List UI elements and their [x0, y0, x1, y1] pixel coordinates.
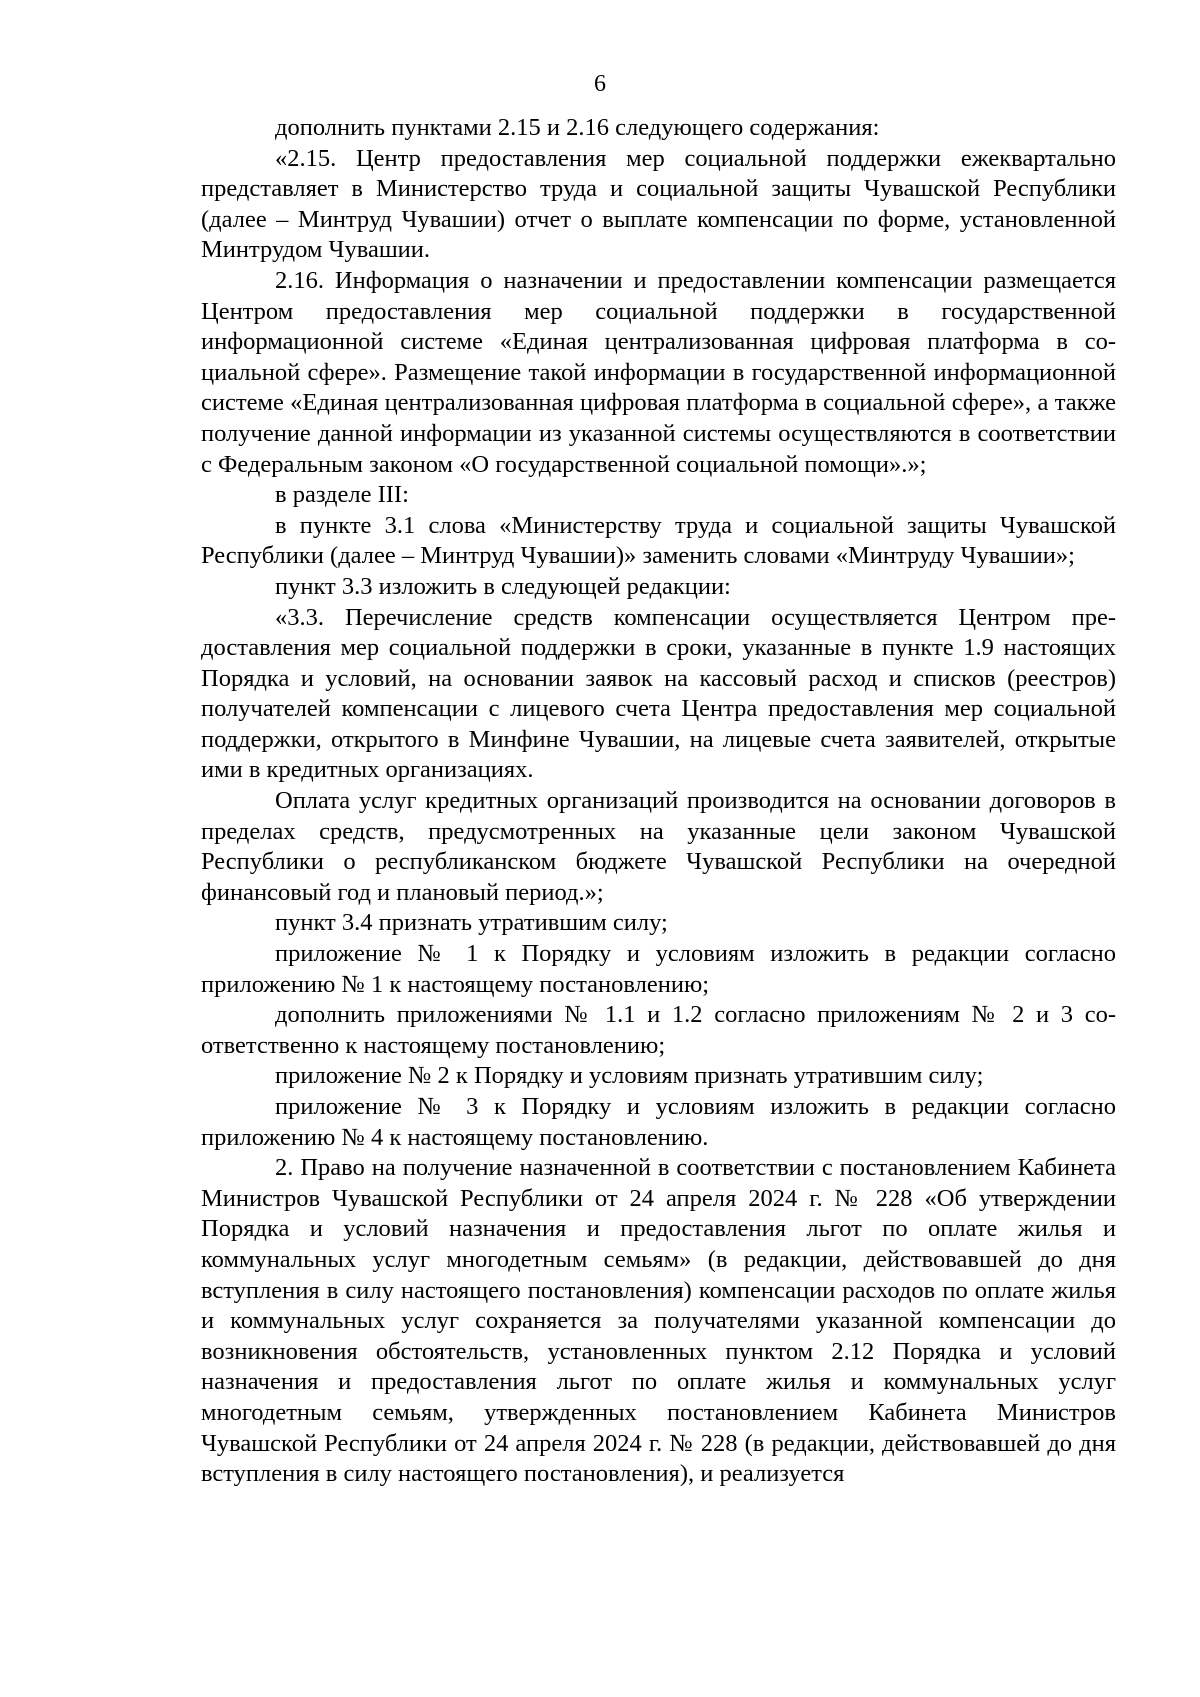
paragraph-2-16: 2.16. Информация о назначении и предоставлении компенсации размещается Центром предоставления мер социальной поддержки в государственной информационной системе «Единая централизованная цифровая платформа в социальной сфере». Размещение такой информации в государственной информационной системе «Единая централизованная цифровая платформа в социальной сфере», а также получение данной информации из указанной системы осуществляются в соответствии с Федеральным законом «О государственной социальной помощи».»;	[201, 266, 1116, 478]
paragraph-appendix-1-1: дополнить приложениями № 1.1 и 1.2 согласно приложениям № 2 и 3 соответственно к настоящему постановлению;	[201, 1001, 1116, 1059]
paragraph-3-3-heading: пункт 3.3 изложить в следующей редакции:	[275, 572, 731, 600]
document-body	[201, 113, 1116, 1490]
paragraph-payment: Оплата услуг кредитных организаций производится на основании договоров в пределах средств, предусмотренных на указанные цели законом Чувашской Республики о республиканском бюджете Чувашской Республики на очередной финансовый год и плановый период.»;	[201, 787, 1116, 906]
paragraph-3-1: в пункте 3.1 слова «Министерству труда и социальной защиты Чувашской Республики (далее – Минтруд Чувашии)» заменить словами «Минтруду Чувашии»;	[201, 511, 1116, 570]
paragraph-appendix-3: приложение № 3 к Порядку и условиям изложить в редакции согласно приложению № 4 к настоящему постановлению.	[201, 1093, 1116, 1151]
paragraph-appendix-2: приложение № 2 к Порядку и условиям признать утратившим силу;	[275, 1062, 984, 1090]
paragraph-appendix-1: приложение № 1 к Порядку и условиям изложить в редакции согласно приложению № 1 к настоящему постановлению;	[201, 940, 1116, 998]
paragraph-item-2: 2. Право на получение назначенной в соответствии с постановлением Кабинета Министров Чувашской Республики от 24 апреля 2024 г. № 228 «Об утверждении Порядка и условий назначения и предоставления льгот по оплате жилья и коммунальных услуг многодетным семьям» (в редакции, действовавшей до дня вступления в силу настоящего постановления) компенсации расходов по оплате жилья и коммунальных услуг сохраняется за получателями указанной компенсации до возникновения обстоятельств, установленных пунктом 2.12 Порядка и условий назначения и предоставления льгот по оплате жилья и коммунальных услуг многодетным семьям, утвержденных постановлением Кабинета Министров Чувашской Республики от 24 апреля 2024 г. № 228 (в редакции, действовавшей до дня вступления в силу настоящего постановления), и реализуется	[201, 1154, 1116, 1488]
paragraph-2-15: «2.15. Центр предоставления мер социальной поддержки ежеквартально представляет в Министерство труда и социальной защиты Чувашской Республики (далее – Минтруд Чувашии) отчет о выплате компенсации по форме, установленной Минтрудом Чувашии.	[201, 144, 1116, 264]
paragraph-section-iii: в разделе III:	[275, 481, 409, 509]
page-number: 6	[594, 71, 606, 97]
paragraph-intro: дополнить пунктами 2.15 и 2.16 следующего содержания:	[275, 114, 880, 141]
paragraph-3-3: «3.3. Перечисление средств компенсации осуществляется Центром предоставления мер социальной поддержки в сроки, указанные в пункте 1.9 настоящих Порядка и условий, на основании заявок на кассовый расход и списков (реестров) получателей компенсации с лицевого счета Центра предоставления мер социальной поддержки, открытого в Минфине Чувашии, на лицевые счета заявителей, открытые ими в кредитных организациях.	[201, 603, 1116, 784]
paragraph-3-4: пункт 3.4 признать утратившим силу;	[275, 909, 668, 937]
